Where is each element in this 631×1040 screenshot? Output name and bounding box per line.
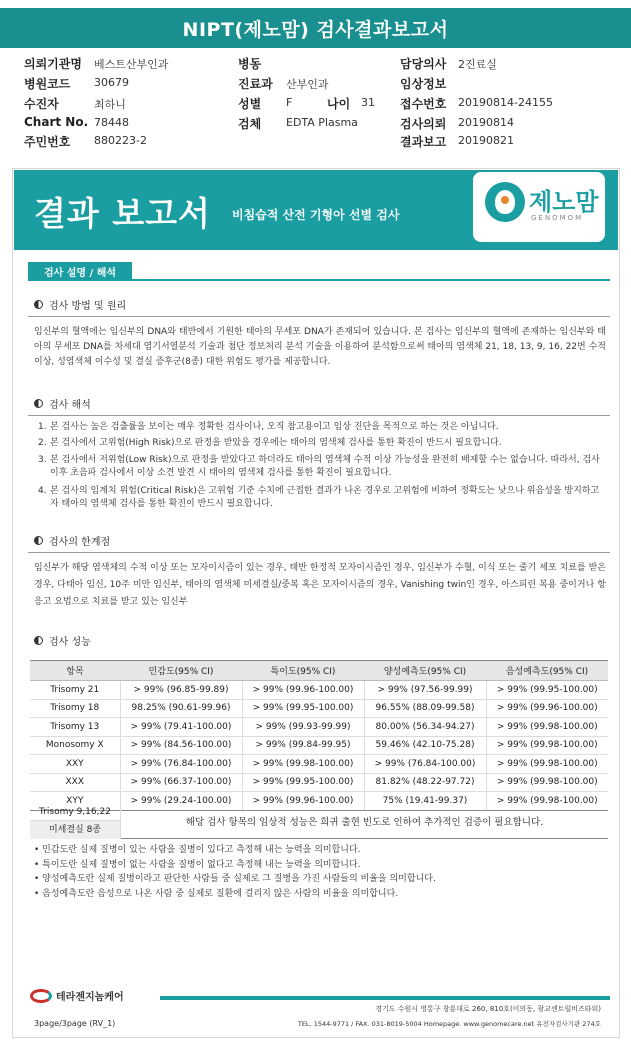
performance-heading [34,633,91,648]
hospital-code-label: 병원코드 [24,77,71,91]
method-heading [34,297,126,312]
page-number: 3page/3page (RV_1) [34,1019,116,1028]
ward-label: 병동 [238,57,262,71]
footer-divider [160,996,610,1000]
company-icon [30,989,52,1003]
table-row: Trisomy 18 98.25% (90.61-99.96) > 99% (99.95-100.00) 96.55% (88.09-99.58) > 99% (99.96-100.00) [30,699,608,718]
report-date-label: 결과보고 [400,135,447,149]
patient-info [0,52,631,162]
institution-value: 베스트산부인과 [94,58,169,71]
hospital-code-value: 30679 [94,76,129,89]
doctor-value: 2진료실 [458,58,497,71]
col-header: 특이도(95% CI) [242,661,364,681]
limits-text: 임신부가 해당 염색체의 수적 이상 또는 모자이시즘이 있는 경우, 태반 한정적 모자이시즘인 경우, 임신부가 수혈, 이식 또는 줄기 세포 치료를 받은 경우, 다태아 임신, 10주 미만 임신부, 태아의 염색체 미세결실/중복 혹은 모자이시즘의 경우, Vanishing twin인 경우, 아스피린 복용 중이거나 항 응고 요법으로 치료를 받고 있는 임신부 [34,563,606,607]
note-item: • 민감도란 실제 질병이 있는 사람을 질병이 있다고 측정해 내는 능력을 의미합니다. [34,845,361,855]
limits-divider [28,552,610,553]
method-heading-text: 검사 방법 및 원리 [49,301,127,312]
sex-value: F [286,96,293,109]
mother-icon [485,182,525,222]
extra-row-label-b: 미세결실 8종 [30,821,120,839]
clinical-label: 임상정보 [400,77,447,91]
specimen-label: 검체 [238,117,262,131]
table-row: Monosomy X > 99% (84.56-100.00) > 99% (99.84-99.95) 59.46% (42.10-75.28) > 99% (99.98-100.00) [30,736,608,755]
report-title: NIPT(제노맘) 검사결과보고서 [0,8,631,48]
receipt-label: 접수번호 [400,97,447,111]
half-circle-icon [34,300,43,309]
genomom-logo [473,172,605,242]
recipient-label: 수진자 [24,97,59,111]
col-header: 양성예측도(95% CI) [364,661,486,681]
institution-label: 의뢰기관명 [24,57,82,71]
method-divider [28,316,610,317]
id-label: 주민번호 [24,135,71,149]
table-row: XXY > 99% (76.84-100.00) > 99% (99.98-100.00) > 99% (76.84-100.00) > 99% (99.98-100.00) [30,755,608,774]
note-item: • 양성예측도란 실제 질병이라고 판단한 사람들 중 실제로 그 질병을 가진 사람들의 비율을 의미합니다. [34,874,436,884]
company-contact: TEL. 1544-9771 / FAX. 031-8019-5004 Homepage. www.genomecare.net 유전자검사기관 274호 [297,1020,601,1028]
banner-subtitle: 비침습적 산전 기형아 선별 검사 [232,208,400,222]
performance-heading-text: 검사 성능 [49,637,91,648]
interpretation-heading [34,396,91,411]
age-label: 나이 [327,97,351,111]
half-circle-icon [34,636,43,645]
limits-heading [34,533,110,548]
table-row: XYY > 99% (29.24-100.00) > 99% (99.96-100.00) 75% (19.41-99.37) > 99% (99.98-100.00) [30,792,608,811]
col-header: 음성예측도(95% CI) [486,661,608,681]
performance-table [30,660,608,811]
dept-label: 진료과 [238,77,273,91]
doctor-label: 담당의사 [400,57,447,71]
col-header: 항목 [30,661,120,681]
table-row: Trisomy 13 > 99% (79.41-100.00) > 99% (99.93-99.99) 80.00% (56.34-94.27) > 99% (99.98-100.00) [30,718,608,737]
company-address: 경기도 수원시 영통구 창룡대로 260, 810호(이의동, 광교센트럴비즈타워) [375,1005,601,1013]
sex-label: 성별 [238,97,262,111]
list-item: 2. 본 검사에서 고위험(High Risk)으로 판정을 받았을 경우에는 태아의 염색체 검사를 통한 확진이 반드시 필요합니다. [38,438,502,448]
chart-label: Chart No. [24,115,89,129]
id-value: 880223-2 [94,134,147,147]
interpretation-heading-text: 검사 해석 [49,400,91,411]
report-date-value: 20190821 [458,134,514,147]
limits-heading-text: 검사의 한계점 [49,537,111,548]
table-extra-row [30,803,608,839]
list-item: 3. 본 검사에서 저위험(Low Risk)으로 판정을 받았다고 하더라도 태아의 염색체 수적 이상 가능성을 완전히 배제할 수는 없습니다. 따라서, 검사 이후 초음파 검사에서 이상 소견 발견 시 태아의 염색체 검사를 통한 확진이 필요합니다. [38,455,600,478]
note-item: • 음성예측도란 음성으로 나온 사람 중 실제로 질환에 걸리지 않은 사람의 비율을 의미합니다. [34,888,399,899]
recipient-value: 최하니 [94,98,126,111]
age-value: 31 [361,96,375,109]
logo-name: 제노맘 [529,188,599,216]
dept-value: 산부인과 [286,78,329,91]
specimen-value: EDTA Plasma [286,116,358,129]
interpretation-divider [28,415,610,416]
receipt-value: 20190814-24155 [458,96,553,109]
extra-row-note: 해당 검사 항목의 임상적 성능은 희귀 출현 빈도로 인하여 추가적인 검증이 필요합니다. [120,803,608,839]
definition-notes [34,843,594,901]
list-item: 1. 본 검사는 높은 검출률을 보이는 매우 정확한 검사이나, 오직 참고용이고 임상 진단을 목적으로 하는 것은 아닙니다. [38,422,499,432]
half-circle-icon [34,536,43,545]
logo-small-text: GENOMOM [531,214,584,222]
extra-row-label-a: Trisomy 9,16,22 [30,803,120,821]
col-header: 민감도(95% CI) [120,661,242,681]
half-circle-icon [34,399,43,408]
request-value: 20190814 [458,116,514,129]
chart-value: 78448 [94,116,129,129]
section-tab: 검사 설명 / 해석 [28,262,132,280]
section-divider [28,279,610,281]
table-row: XXX > 99% (66.37-100.00) > 99% (99.95-100.00) 81.82% (48.22-97.72) > 99% (99.98-100.00) [30,773,608,792]
banner-title: 결과 보고서 [34,194,211,233]
method-text: 임신부의 혈액에는 임신부의 DNA와 태반에서 기원한 태아의 무세포 DNA가 존재되어 있습니다. 본 검사는 임신부의 혈액에 존재하는 임신부와 태아의 무세포 DNA를 차세대 염기서열분석 기술과 첨단 정보처리 분석 기술을 이용하여 분석함으로써 태아의 염색체 21, 18, 13, 9, 16, 22번 수적 이상, 성염색체 이수성 및 결실 증후군(8종) 대한 위험도 평가를 제공합니다. [34,327,606,367]
request-label: 검사의뢰 [400,117,447,131]
company-name: 테라젠지놈케어 [56,992,124,1003]
table-row: Trisomy 21 > 99% (96.85-99.89) > 99% (99.96-100.00) > 99% (97.56-99.99) > 99% (99.95-100.00) [30,681,608,700]
note-item: • 특이도란 실제 질병이 없는 사람을 질병이 없다고 측정해 내는 능력을 의미합니다. [34,859,361,870]
company-logo [30,988,124,1003]
list-item: 4. 본 검사의 임계치 위험(Critical Risk)은 고위험 기준 수치에 근접한 결과가 나온 경우로 고위험에 비하여 정확도는 낮으나 위음성을 방지하고자 태아의 염색체 검사를 통한 확진이 반드시 필요합니다. [38,486,600,509]
